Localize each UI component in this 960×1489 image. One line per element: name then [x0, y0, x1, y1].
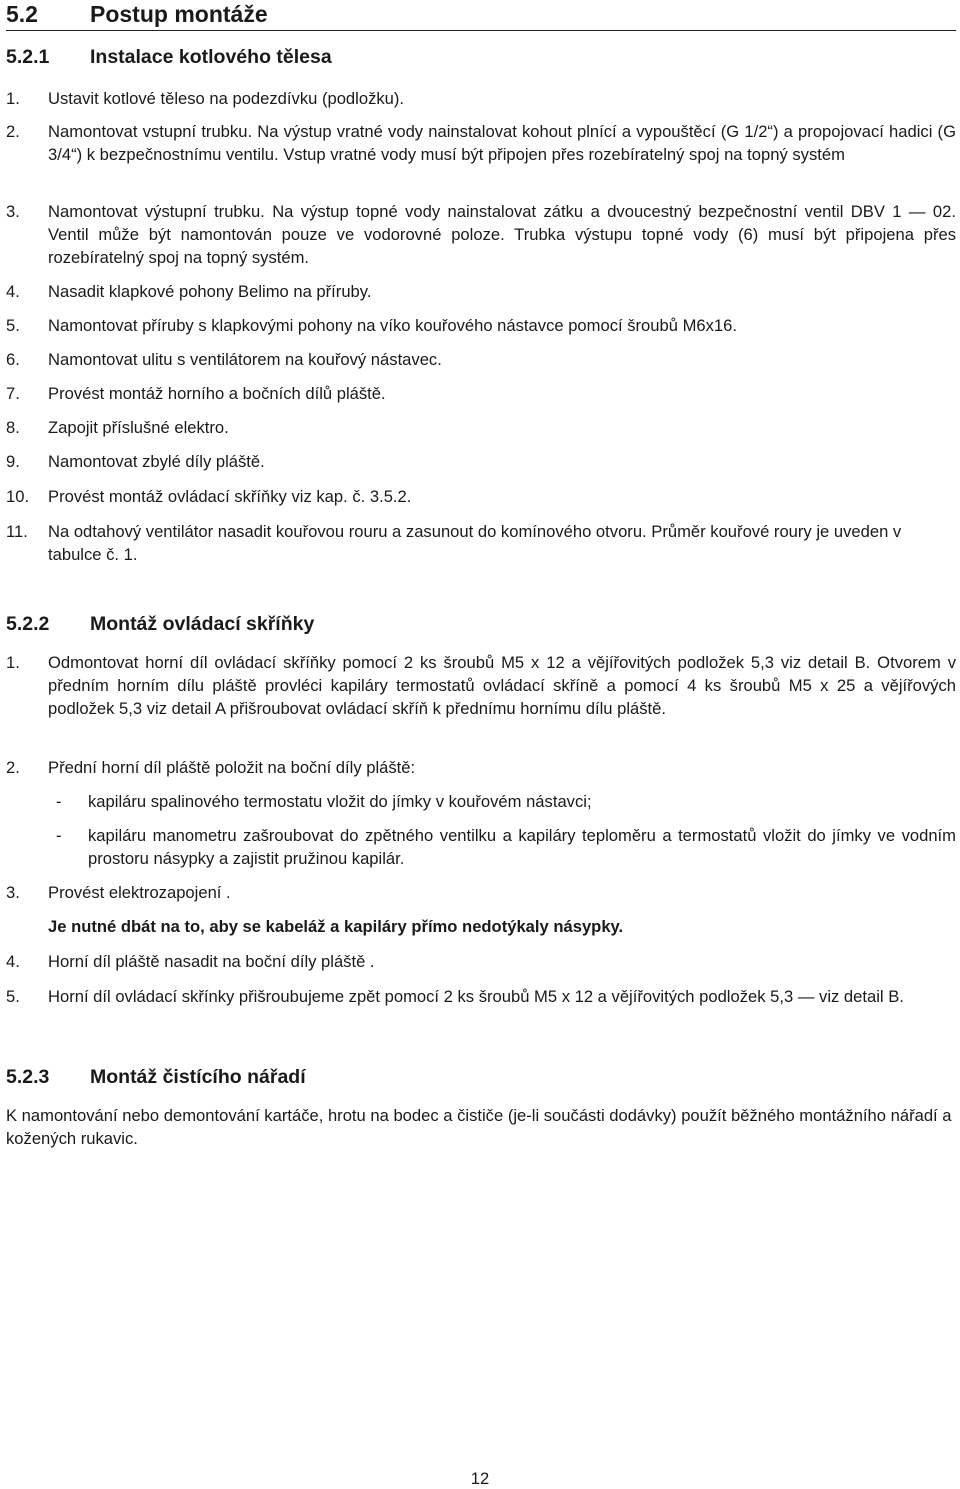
section-title: Postup montáže — [90, 1, 268, 27]
list-item — [6, 450, 956, 473]
item-number: 5. — [6, 316, 20, 335]
item-number: 1. — [6, 89, 20, 108]
item-text: Horní díl pláště nasadit na boční díly pláště . — [48, 952, 375, 971]
item-text: Ustavit kotlové těleso na podezdívku (podložku). — [48, 89, 405, 108]
dash-item — [56, 790, 956, 813]
list-item — [6, 87, 956, 110]
item-text: Nasadit klapkové pohony Belimo na příruby. — [48, 282, 372, 301]
item-text: Namontovat výstupní trubku. Na výstup topné vody nainstalovat zátku a dvoucestný bezpečnostní ventil DBV 1 — 02. Ventil může být namontován pouze ve vodorovné poloze. Trubka výstupu topné vody (6) musí být připojena přes rozebíratelný spoj na topný systém. — [48, 202, 956, 267]
item-number: 3. — [6, 883, 20, 902]
list-item — [6, 348, 956, 371]
item-number: 5. — [6, 987, 20, 1006]
item-text: Přední horní díl pláště položit na boční díly pláště: — [48, 758, 416, 777]
item-number: 3. — [6, 202, 20, 221]
item-text: Odmontovat horní díl ovládací skříňky pomocí 2 ks šroubů M5 x 12 a vějířovitých podložek 5,3 viz detail B. Otvorem v předním horním dílu pláště provléci kapiláry termostatů ovládací skříně a pomocí 4 ks šroubů M5 x 25 a vějířových podložek 5,3 viz detail A přišroubovat ovládací skříň k přednímu hornímu dílu pláště. — [48, 653, 956, 718]
list-item — [6, 985, 956, 1008]
paragraph-text: K namontování nebo demontování kartáče, hrotu na bodec a čističe (je-li součásti dodávky) použít běžného montážního nářadí a kožených rukavic. — [6, 1106, 952, 1148]
list-item — [6, 881, 956, 904]
item-text: Namontovat vstupní trubku. Na výstup vratné vody nainstalovat kohout plnící a vypouštěcí (G 1/2“) a propojovací hadici (G 3/4“) k bezpečnostnímu ventilu. Vstup vratné vody musí být připojen přes rozebíratelný spoj na topný systém — [48, 122, 956, 164]
list-item — [6, 314, 956, 337]
subsection-title: Montáž ovládací skříňky — [90, 613, 315, 635]
dash-marker: - — [56, 792, 62, 811]
subsection-number: 5.2.3 — [6, 1066, 50, 1088]
list-item — [6, 950, 956, 973]
subsection-number: 5.2.1 — [6, 46, 50, 68]
item-number: 10. — [6, 487, 30, 506]
item-number: 4. — [6, 282, 20, 301]
list-item — [6, 200, 956, 269]
item-text: Na odtahový ventilátor nasadit kouřovou rouru a zasunout do komínového otvoru. Průměr kouřové roury je uveden v tabulce č. 1. — [48, 522, 902, 564]
list-item — [6, 120, 956, 166]
list-item — [6, 416, 956, 439]
warning-text: Je nutné dbát na to, aby se kabeláž a kapiláry přímo nedotýkaly násypky. — [48, 917, 624, 936]
item-text: Zapojit příslušné elektro. — [48, 418, 229, 437]
item-text: Provést montáž horního a bočních dílů pláště. — [48, 384, 386, 403]
list-item — [6, 382, 956, 405]
dash-item — [56, 824, 956, 870]
item-number: 2. — [6, 758, 20, 777]
page-number: 12 — [470, 1469, 490, 1488]
item-number: 4. — [6, 952, 20, 971]
item-text: Horní díl ovládací skřínky přišroubujeme zpět pomocí 2 ks šroubů M5 x 12 a vějířovitých podložek 5,3 — viz detail B. — [48, 987, 904, 1006]
item-number: 6. — [6, 350, 20, 369]
item-text: Namontovat zbylé díly pláště. — [48, 452, 265, 471]
section-heading — [6, 0, 956, 31]
item-number: 1. — [6, 653, 20, 672]
subsection-number: 5.2.2 — [6, 613, 50, 635]
dash-text: kapiláru manometru zašroubovat do zpětného ventilku a kapiláry teploměru a termostatů vložit do jímky ve vodním prostoru násypky a zajistit pružinou kapilár. — [88, 826, 956, 868]
item-text: Provést montáž ovládací skříňky viz kap. č. 3.5.2. — [48, 487, 412, 506]
list-item — [6, 280, 956, 303]
item-number: 9. — [6, 452, 20, 471]
list-item — [6, 651, 956, 720]
list-item — [6, 520, 956, 566]
item-number: 8. — [6, 418, 20, 437]
item-text: Provést elektrozapojení . — [48, 883, 231, 902]
item-number: 11. — [6, 522, 28, 541]
item-number: 2. — [6, 122, 20, 141]
item-text: Namontovat ulitu s ventilátorem na kouřový nástavec. — [48, 350, 442, 369]
dash-text: kapiláru spalinového termostatu vložit do jímky v kouřovém nástavci; — [88, 792, 592, 811]
subsection-title: Montáž čistícího nářadí — [90, 1066, 306, 1088]
item-text: Namontovat příruby s klapkovými pohony na víko kouřového nástavce pomocí šroubů M6x16. — [48, 316, 737, 335]
section-number: 5.2 — [6, 1, 38, 27]
list-item — [6, 485, 956, 508]
dash-marker: - — [56, 826, 62, 845]
list-item — [6, 756, 956, 779]
subsection-title: Instalace kotlového tělesa — [90, 46, 332, 68]
item-number: 7. — [6, 384, 20, 403]
